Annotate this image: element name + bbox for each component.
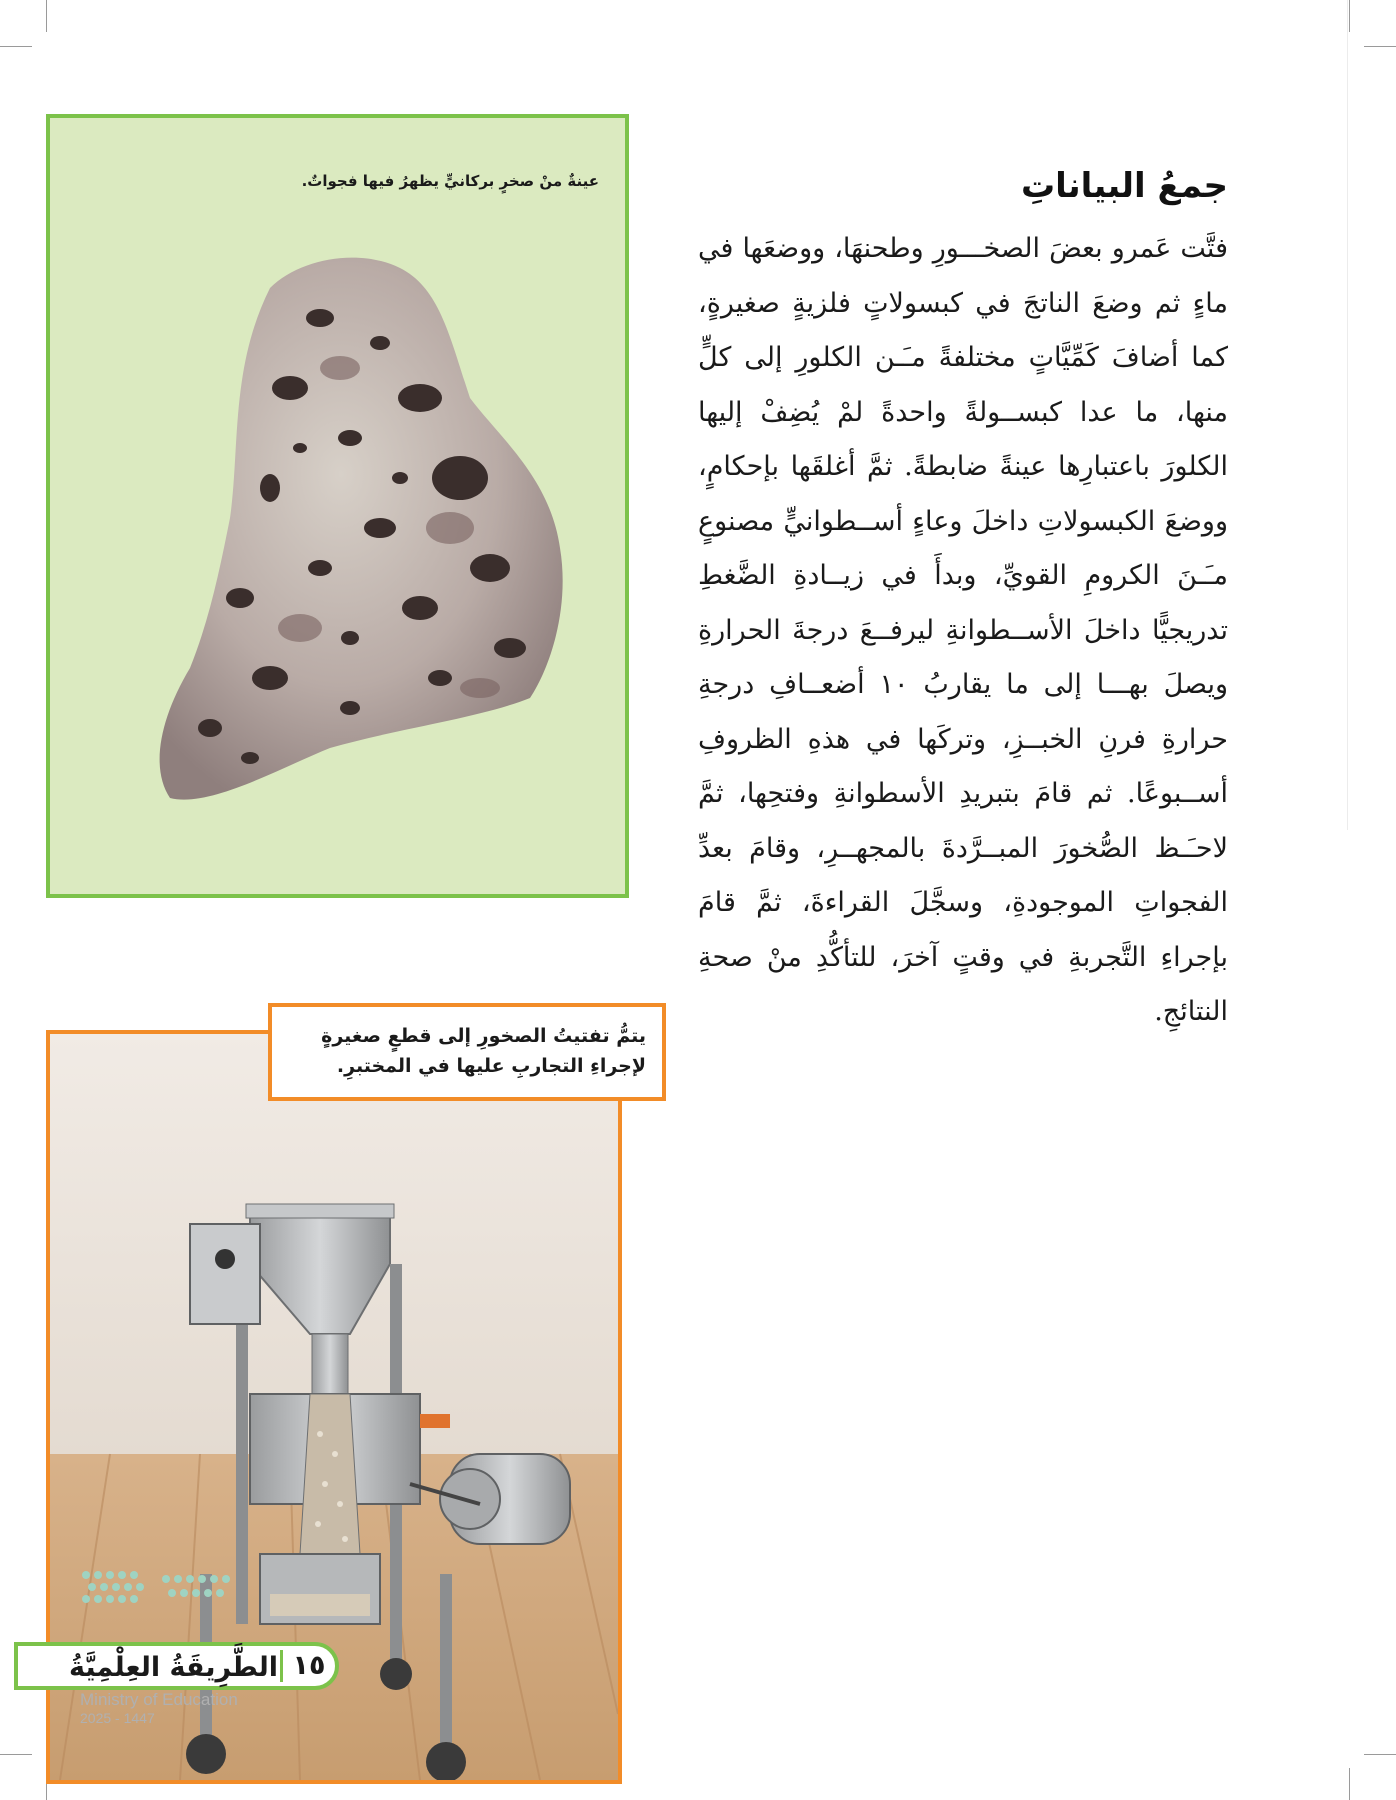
section-paragraph: فتَّت عَمرو بعضَ الصخـــورِ وطحنهَا، ووضعَها في ماءٍ ثم وضعَ الناتجَ في كبسولاتٍ فلزيةٍ صغيرةٍ، كما أضافَ كَمِّيَّاتٍ مختلفةً مـَـن الكلورِ إلى كلٍّ منها، ما عدا كبســولةً واحدةً لمْ يُضِفْ إليها الكلورَ باعتبارِها عينةً ضابطةً. ثمَّ أغلقَها بإحكامٍ، ووضعَ الكبسولاتِ داخلَ وعاءٍ أســطوانيٍّ مصنوعٍ مـَـنَ الكرومِ القويِّ، وبدأَ في زيــادةِ الضَّغطِ تدريجيًّا داخلَ الأســطوانةِ ليرفــعَ درجةَ الحرارةِ ويصلَ بهـــا إلى ما يقاربُ ١٠ أضعــافِ درجةِ حرارةِ فرنِ الخبــزِ، وتركَها في هذهِ الظروفِ أســبوعًا. ثم قامَ بتبريدِ الأسطوانةِ وفتحِها، ثمَّ لاحـَـظ الصُّخورَ المبــرَّدةَ بالمجهــرِ، وقامَ بعدِّ الفجواتِ الموجودةِ، وسجَّلَ القراءةَ، ثمَّ قامَ بإجراءِ التَّجربةِ في وقتٍ آخرَ، للتأكُّدِ منْ صحةِ النتائجِ.	[698, 233, 1228, 1027]
machine-caption: يتمُّ تفتيتُ الصخورِ إلى قطعٍ صغيرةٍ لإجراءِ التجاربِ عليها في المختبرِ.	[268, 1003, 666, 1101]
crop-mark	[1364, 46, 1396, 47]
crop-mark	[1364, 1754, 1396, 1755]
crop-mark	[1349, 1768, 1350, 1800]
ministry-name: Ministry of Education	[80, 1690, 238, 1709]
chapter-title: الطَّرِيقَةُ العِلْمِيَّةُ	[69, 1652, 278, 1683]
crop-mark	[0, 46, 32, 47]
crop-mark	[0, 1754, 32, 1755]
footer-divider	[280, 1650, 283, 1682]
section-heading: جمعُ البياناتِ	[1020, 166, 1228, 206]
volcanic-rock-figure	[46, 114, 629, 898]
crop-mark	[1349, 0, 1350, 32]
volcanic-rock-image	[150, 248, 570, 828]
edition-year: 2025 - 1447	[80, 1710, 155, 1726]
crop-mark	[46, 0, 47, 32]
margin-rule	[1347, 0, 1348, 830]
ministry-logo-icon	[76, 1565, 256, 1635]
rock-caption: عينةٌ منْ صخرٍ بركانيٍّ يظهرُ فيها فجواتٌ.	[301, 172, 599, 190]
page-footer	[14, 1642, 339, 1690]
page-number: ١٥	[292, 1650, 326, 1681]
